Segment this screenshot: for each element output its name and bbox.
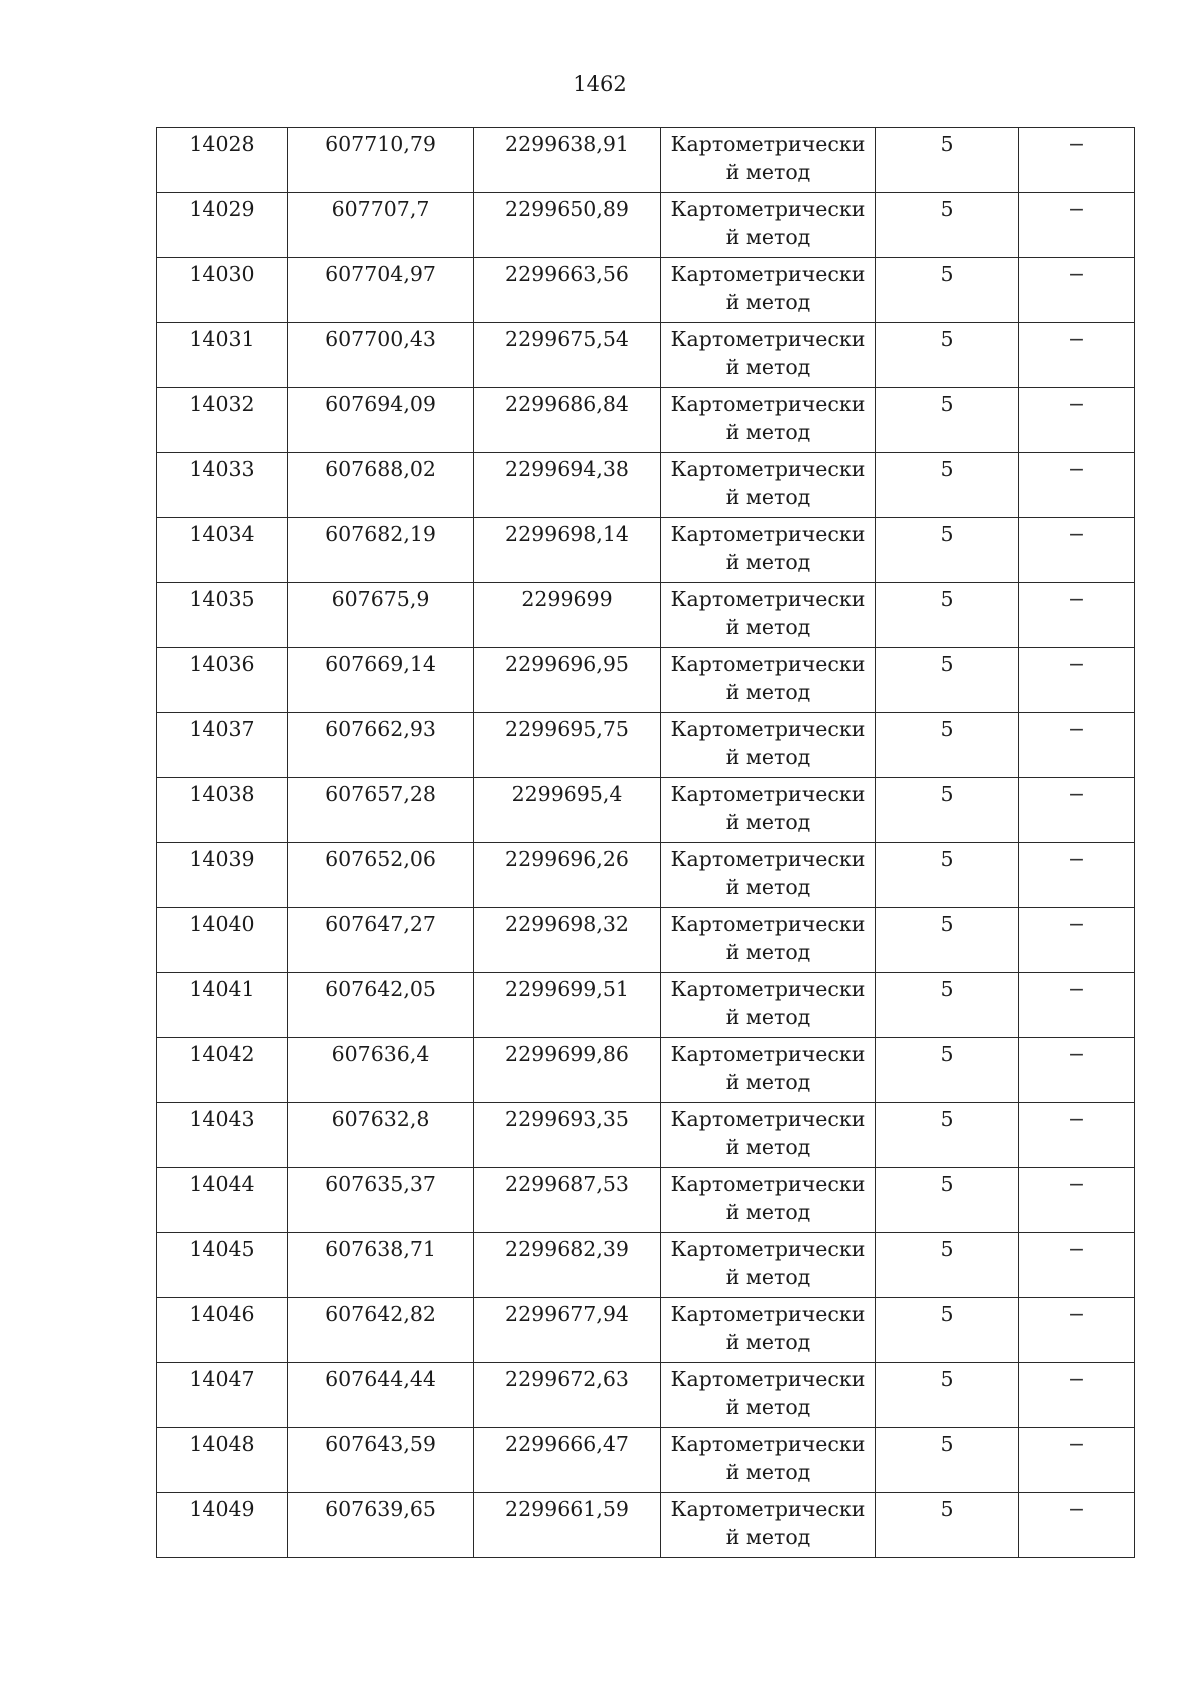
x-coordinate-cell: 607639,65 xyxy=(288,1493,474,1558)
table-row xyxy=(157,1103,1135,1168)
note-cell: − xyxy=(1019,193,1135,258)
x-coordinate-cell: 607682,19 xyxy=(288,518,474,583)
point-number-cell: 14029 xyxy=(157,193,288,258)
y-coordinate-cell: 2299687,53 xyxy=(474,1168,661,1233)
accuracy-cell: 5 xyxy=(876,258,1019,323)
point-number-cell: 14036 xyxy=(157,648,288,713)
table-row xyxy=(157,258,1135,323)
y-coordinate-cell: 2299682,39 xyxy=(474,1233,661,1298)
method-cell: Картометрически й метод xyxy=(661,193,876,258)
note-cell: − xyxy=(1019,388,1135,453)
note-cell: − xyxy=(1019,778,1135,843)
x-coordinate-cell: 607669,14 xyxy=(288,648,474,713)
x-coordinate-cell: 607700,43 xyxy=(288,323,474,388)
method-cell: Картометрически й метод xyxy=(661,778,876,843)
y-coordinate-cell: 2299696,95 xyxy=(474,648,661,713)
accuracy-cell: 5 xyxy=(876,713,1019,778)
method-cell: Картометрически й метод xyxy=(661,1298,876,1363)
method-cell: Картометрически й метод xyxy=(661,1428,876,1493)
method-cell: Картометрически й метод xyxy=(661,1233,876,1298)
accuracy-cell: 5 xyxy=(876,1233,1019,1298)
x-coordinate-cell: 607662,93 xyxy=(288,713,474,778)
y-coordinate-cell: 2299694,38 xyxy=(474,453,661,518)
note-cell: − xyxy=(1019,973,1135,1038)
table-row xyxy=(157,1038,1135,1103)
table-row xyxy=(157,1493,1135,1558)
method-cell: Картометрически й метод xyxy=(661,128,876,193)
table-row xyxy=(157,1363,1135,1428)
accuracy-cell: 5 xyxy=(876,1168,1019,1233)
note-cell: − xyxy=(1019,583,1135,648)
note-cell: − xyxy=(1019,1233,1135,1298)
point-number-cell: 14049 xyxy=(157,1493,288,1558)
method-cell: Картометрически й метод xyxy=(661,258,876,323)
coordinates-table-body xyxy=(157,128,1135,1558)
table-row xyxy=(157,843,1135,908)
table-row xyxy=(157,1168,1135,1233)
point-number-cell: 14038 xyxy=(157,778,288,843)
x-coordinate-cell: 607643,59 xyxy=(288,1428,474,1493)
method-cell: Картометрически й метод xyxy=(661,1363,876,1428)
table-row xyxy=(157,973,1135,1038)
y-coordinate-cell: 2299638,91 xyxy=(474,128,661,193)
table-row xyxy=(157,1298,1135,1363)
y-coordinate-cell: 2299699,51 xyxy=(474,973,661,1038)
point-number-cell: 14028 xyxy=(157,128,288,193)
note-cell: − xyxy=(1019,453,1135,518)
note-cell: − xyxy=(1019,1428,1135,1493)
method-cell: Картометрически й метод xyxy=(661,518,876,583)
accuracy-cell: 5 xyxy=(876,1363,1019,1428)
table-row xyxy=(157,518,1135,583)
page-number: 1462 xyxy=(573,72,627,96)
note-cell: − xyxy=(1019,1493,1135,1558)
note-cell: − xyxy=(1019,713,1135,778)
accuracy-cell: 5 xyxy=(876,453,1019,518)
point-number-cell: 14031 xyxy=(157,323,288,388)
note-cell: − xyxy=(1019,128,1135,193)
y-coordinate-cell: 2299675,54 xyxy=(474,323,661,388)
note-cell: − xyxy=(1019,1103,1135,1168)
point-number-cell: 14040 xyxy=(157,908,288,973)
y-coordinate-cell: 2299699,86 xyxy=(474,1038,661,1103)
x-coordinate-cell: 607707,7 xyxy=(288,193,474,258)
x-coordinate-cell: 607688,02 xyxy=(288,453,474,518)
y-coordinate-cell: 2299696,26 xyxy=(474,843,661,908)
y-coordinate-cell: 2299695,75 xyxy=(474,713,661,778)
point-number-cell: 14034 xyxy=(157,518,288,583)
accuracy-cell: 5 xyxy=(876,1428,1019,1493)
accuracy-cell: 5 xyxy=(876,388,1019,453)
accuracy-cell: 5 xyxy=(876,778,1019,843)
y-coordinate-cell: 2299698,14 xyxy=(474,518,661,583)
x-coordinate-cell: 607632,8 xyxy=(288,1103,474,1168)
x-coordinate-cell: 607636,4 xyxy=(288,1038,474,1103)
table-row xyxy=(157,713,1135,778)
note-cell: − xyxy=(1019,908,1135,973)
point-number-cell: 14030 xyxy=(157,258,288,323)
method-cell: Картометрически й метод xyxy=(661,1168,876,1233)
note-cell: − xyxy=(1019,323,1135,388)
x-coordinate-cell: 607635,37 xyxy=(288,1168,474,1233)
note-cell: − xyxy=(1019,1363,1135,1428)
accuracy-cell: 5 xyxy=(876,843,1019,908)
method-cell: Картометрически й метод xyxy=(661,453,876,518)
x-coordinate-cell: 607657,28 xyxy=(288,778,474,843)
note-cell: − xyxy=(1019,258,1135,323)
accuracy-cell: 5 xyxy=(876,193,1019,258)
point-number-cell: 14045 xyxy=(157,1233,288,1298)
accuracy-cell: 5 xyxy=(876,128,1019,193)
x-coordinate-cell: 607675,9 xyxy=(288,583,474,648)
y-coordinate-cell: 2299686,84 xyxy=(474,388,661,453)
note-cell: − xyxy=(1019,843,1135,908)
point-number-cell: 14042 xyxy=(157,1038,288,1103)
point-number-cell: 14037 xyxy=(157,713,288,778)
y-coordinate-cell: 2299695,4 xyxy=(474,778,661,843)
y-coordinate-cell: 2299661,59 xyxy=(474,1493,661,1558)
y-coordinate-cell: 2299677,94 xyxy=(474,1298,661,1363)
y-coordinate-cell: 2299698,32 xyxy=(474,908,661,973)
method-cell: Картометрически й метод xyxy=(661,908,876,973)
accuracy-cell: 5 xyxy=(876,908,1019,973)
note-cell: − xyxy=(1019,1168,1135,1233)
point-number-cell: 14035 xyxy=(157,583,288,648)
table-row xyxy=(157,583,1135,648)
y-coordinate-cell: 2299666,47 xyxy=(474,1428,661,1493)
note-cell: − xyxy=(1019,518,1135,583)
method-cell: Картометрически й метод xyxy=(661,973,876,1038)
note-cell: − xyxy=(1019,1298,1135,1363)
accuracy-cell: 5 xyxy=(876,1038,1019,1103)
method-cell: Картометрически й метод xyxy=(661,1038,876,1103)
y-coordinate-cell: 2299672,63 xyxy=(474,1363,661,1428)
point-number-cell: 14033 xyxy=(157,453,288,518)
method-cell: Картометрически й метод xyxy=(661,713,876,778)
table-row xyxy=(157,453,1135,518)
y-coordinate-cell: 2299699 xyxy=(474,583,661,648)
table-row xyxy=(157,323,1135,388)
x-coordinate-cell: 607710,79 xyxy=(288,128,474,193)
x-coordinate-cell: 607652,06 xyxy=(288,843,474,908)
x-coordinate-cell: 607704,97 xyxy=(288,258,474,323)
accuracy-cell: 5 xyxy=(876,973,1019,1038)
point-number-cell: 14032 xyxy=(157,388,288,453)
accuracy-cell: 5 xyxy=(876,583,1019,648)
note-cell: − xyxy=(1019,648,1135,713)
method-cell: Картометрически й метод xyxy=(661,843,876,908)
table-row xyxy=(157,1428,1135,1493)
accuracy-cell: 5 xyxy=(876,323,1019,388)
accuracy-cell: 5 xyxy=(876,1298,1019,1363)
method-cell: Картометрически й метод xyxy=(661,1103,876,1168)
x-coordinate-cell: 607647,27 xyxy=(288,908,474,973)
note-cell: − xyxy=(1019,1038,1135,1103)
table-row xyxy=(157,648,1135,713)
point-number-cell: 14046 xyxy=(157,1298,288,1363)
table-row xyxy=(157,908,1135,973)
y-coordinate-cell: 2299650,89 xyxy=(474,193,661,258)
x-coordinate-cell: 607694,09 xyxy=(288,388,474,453)
accuracy-cell: 5 xyxy=(876,1103,1019,1168)
accuracy-cell: 5 xyxy=(876,518,1019,583)
method-cell: Картометрически й метод xyxy=(661,388,876,453)
method-cell: Картометрически й метод xyxy=(661,583,876,648)
table-row xyxy=(157,193,1135,258)
point-number-cell: 14043 xyxy=(157,1103,288,1168)
point-number-cell: 14044 xyxy=(157,1168,288,1233)
accuracy-cell: 5 xyxy=(876,1493,1019,1558)
table-row xyxy=(157,128,1135,193)
table-row xyxy=(157,388,1135,453)
x-coordinate-cell: 607638,71 xyxy=(288,1233,474,1298)
x-coordinate-cell: 607642,82 xyxy=(288,1298,474,1363)
point-number-cell: 14048 xyxy=(157,1428,288,1493)
accuracy-cell: 5 xyxy=(876,648,1019,713)
table-row xyxy=(157,1233,1135,1298)
table-row xyxy=(157,778,1135,843)
x-coordinate-cell: 607644,44 xyxy=(288,1363,474,1428)
x-coordinate-cell: 607642,05 xyxy=(288,973,474,1038)
coordinates-table xyxy=(156,127,1135,1558)
point-number-cell: 14041 xyxy=(157,973,288,1038)
point-number-cell: 14047 xyxy=(157,1363,288,1428)
method-cell: Картометрически й метод xyxy=(661,1493,876,1558)
y-coordinate-cell: 2299663,56 xyxy=(474,258,661,323)
point-number-cell: 14039 xyxy=(157,843,288,908)
method-cell: Картометрически й метод xyxy=(661,648,876,713)
method-cell: Картометрически й метод xyxy=(661,323,876,388)
y-coordinate-cell: 2299693,35 xyxy=(474,1103,661,1168)
